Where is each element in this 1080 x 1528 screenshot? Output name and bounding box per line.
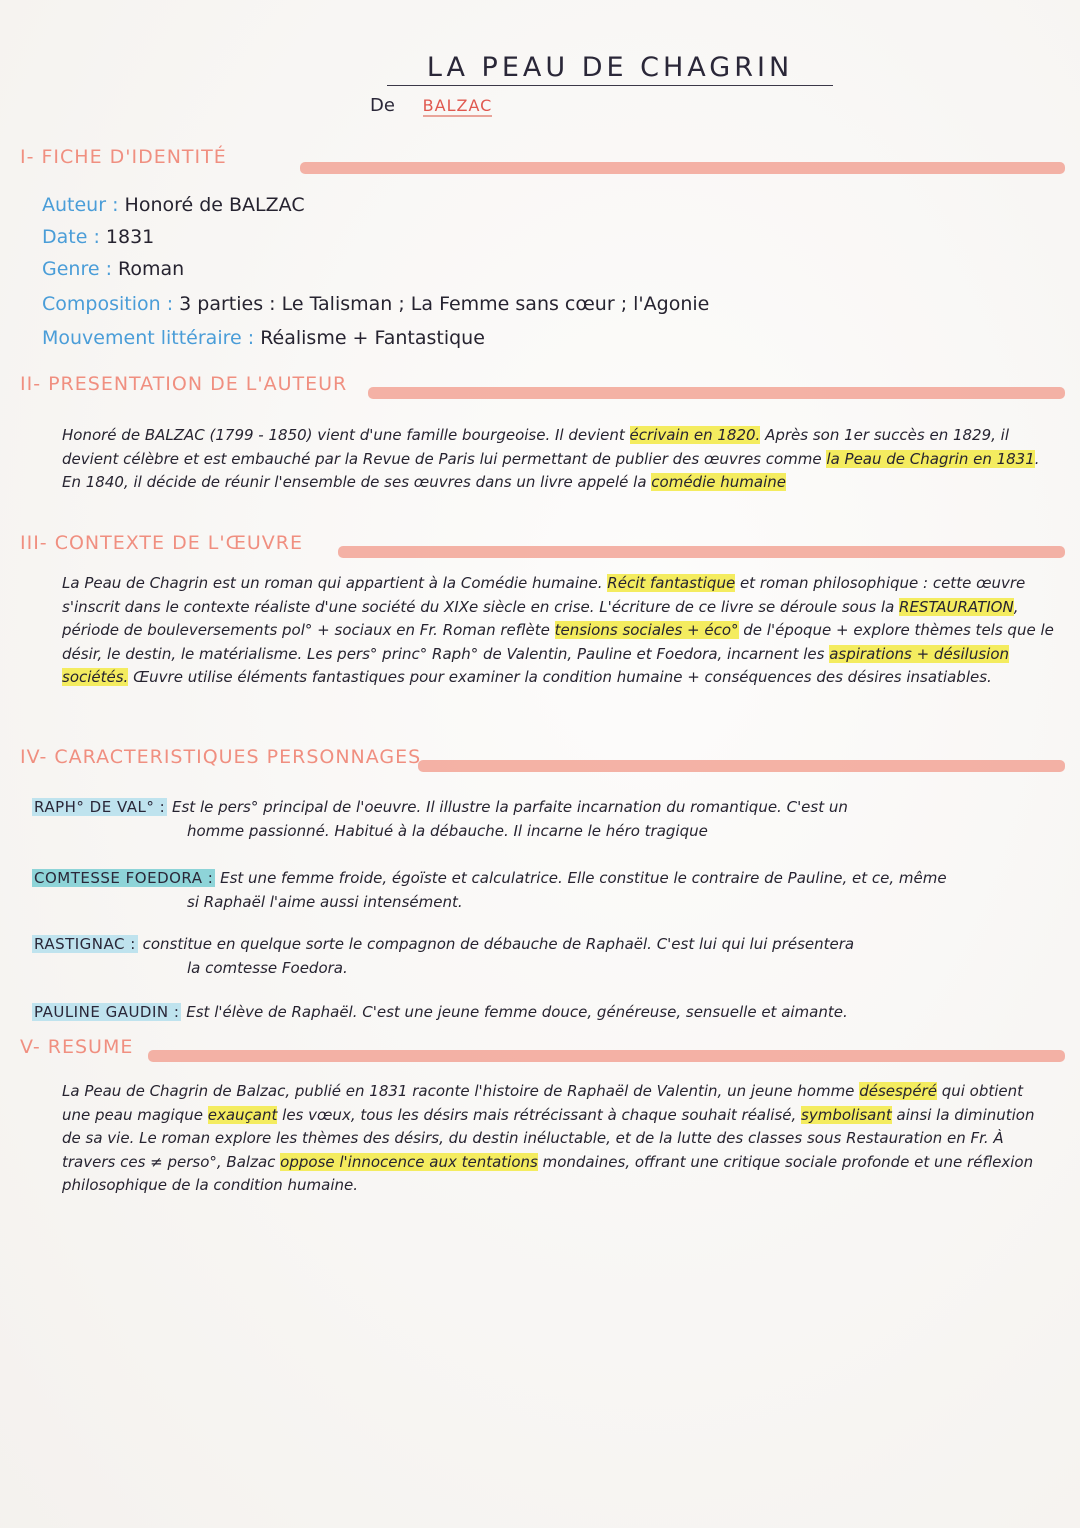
contexte-text-3: , période de bouleversements pol° + sociaux en Fr. Roman reflète <box>62 597 1019 639</box>
resume-highlight-4: oppose l'innocence aux tentations <box>280 1152 538 1171</box>
character-name: RAPH° DE VAL° : <box>34 798 166 816</box>
section-4-heading: IV- CARACTERISTIQUES PERSONNAGES <box>20 746 422 768</box>
resume-text-3: les vœux, tous les désirs mais rétrécissant à chaque souhait réalisé, <box>277 1105 802 1124</box>
section-1-heading: I- FICHE D'IDENTITÉ <box>20 146 227 168</box>
contexte-highlight-1: Récit fantastique <box>607 574 736 592</box>
character-name: COMTESSE FOEDORA : <box>34 869 214 887</box>
auteur-value: Honoré de BALZAC <box>124 194 305 216</box>
mouvement-label: Mouvement littéraire : <box>42 327 255 349</box>
field-composition <box>42 293 709 315</box>
mouvement-value: Réalisme + Fantastique <box>260 327 485 349</box>
section-5-bar <box>148 1050 1065 1062</box>
contexte-text-1: La Peau de Chagrin est un roman qui appartient à la Comédie humaine. <box>62 574 608 592</box>
resume-highlight-2: exauçant <box>207 1105 278 1124</box>
resume-text-1: La Peau de Chagrin de Balzac, publié en 1831 raconte l'histoire de Raphaël de Valentin, un jeune homme <box>62 1082 860 1100</box>
presentation-highlight-3: comédie humaine <box>651 473 786 491</box>
presentation-text-2: Après son 1er succès en 1829, il devient célèbre et est embauché par la Revue de Paris lui permettant de publier des œuvres comme <box>62 426 1010 468</box>
contexte-text-4: de l'époque + explore thèmes tels que le désir, le destin, le matérialisme. Les pers° princ° Raph° de Valentin, Pauline et Foedora, incarnent les <box>62 621 1054 663</box>
character-description: Est le pers° principal de l'oeuvre. Il illustre la parfaite incarnation du romantique. C'est un <box>172 798 848 816</box>
field-mouvement <box>42 327 485 349</box>
character-foedora <box>32 866 1052 914</box>
contexte-highlight-4: aspirations + désilusion sociétés. <box>62 644 1009 686</box>
resume-highlight-1: désespéré <box>859 1082 937 1100</box>
contexte-text-5: Œuvre utilise éléments fantastiques pour examiner la condition humaine + conséquences des désires insatiables. <box>128 668 992 686</box>
section-4-bar <box>418 760 1065 772</box>
presentation-text-3: . En 1840, il décide de réunir l'ensemble de ses œuvres dans un livre appelé la <box>62 449 1040 491</box>
section-3-heading: III- CONTEXTE DE L'ŒUVRE <box>20 532 304 554</box>
section-5-heading: V- RESUME <box>20 1036 134 1058</box>
character-description-cont: homme passionné. Habitué à la débauche. Il incarne le héro tragique <box>187 822 708 840</box>
genre-value: Roman <box>118 258 185 280</box>
section-1-bar <box>300 162 1065 174</box>
presentation-text-1: Honoré de BALZAC (1799 - 1850) vient d'une famille bourgeoise. Il devient <box>62 426 630 444</box>
subtitle-prefix: De <box>370 95 395 116</box>
subtitle <box>370 95 492 116</box>
character-description-cont: la comtesse Foedora. <box>187 959 348 977</box>
contexte-paragraph <box>62 572 1054 690</box>
character-description: constitue en quelque sorte le compagnon de débauche de Raphaël. C'est lui qui lui présentera <box>142 935 855 953</box>
presentation-highlight-2: la Peau de Chagrin en 1831 <box>826 449 1035 468</box>
resume-text-4: ainsi la diminution de sa vie. Le roman explore les thèmes des désirs, du destin inéluctable, et de la lutte des classes sous Restauration en Fr. À travers ces ≠ perso°, Balzac <box>62 1105 1035 1171</box>
field-auteur <box>42 194 305 216</box>
genre-label: Genre : <box>42 258 112 280</box>
resume-text-5: mondaines, offrant une critique sociale profonde et une réflexion philosophique de la condition humaine. <box>62 1152 1034 1194</box>
character-name: RASTIGNAC : <box>34 935 136 953</box>
title-block <box>0 52 1080 86</box>
section-2-heading: II- PRESENTATION DE L'AUTEUR <box>20 373 348 395</box>
composition-value: 3 parties : Le Talisman ; La Femme sans cœur ; l'Agonie <box>179 293 710 315</box>
presentation-paragraph <box>62 424 1054 495</box>
character-raphael <box>32 795 1052 843</box>
resume-paragraph <box>62 1080 1054 1198</box>
contexte-highlight-3: tensions sociales + éco° <box>554 621 739 639</box>
resume-text-2: qui obtient une peau magique <box>62 1082 1024 1124</box>
composition-label: Composition : <box>42 293 174 315</box>
date-label: Date : <box>42 226 100 248</box>
character-description-cont: si Raphaël l'aime aussi intensément. <box>187 893 463 911</box>
section-3-bar <box>338 546 1065 558</box>
auteur-label: Auteur : <box>42 194 119 216</box>
section-2-bar <box>368 387 1065 399</box>
character-description: Est une femme froide, égoïste et calculatrice. Elle constitue le contraire de Pauline, et ce, même <box>220 869 947 887</box>
contexte-highlight-2: RESTAURATION <box>899 597 1014 616</box>
resume-highlight-3: symbolisant <box>801 1105 892 1124</box>
page-title: LA PEAU DE CHAGRIN <box>387 52 833 86</box>
contexte-text-2: et roman philosophique : cette œuvre s'inscrit dans le contexte réaliste d'une société du XIXe siècle en crise. L'écriture de ce livre se déroule sous la <box>62 574 1026 616</box>
character-name: PAULINE GAUDIN : <box>34 1003 180 1021</box>
field-genre <box>42 258 184 280</box>
date-value: 1831 <box>105 226 155 248</box>
character-description: Est l'élève de Raphaël. C'est une jeune femme douce, généreuse, sensuelle et aimante. <box>186 1003 848 1021</box>
presentation-highlight-1: écrivain en 1820. <box>629 426 761 444</box>
subtitle-author: BALZAC <box>422 96 493 115</box>
field-date <box>42 226 154 248</box>
character-rastignac <box>32 932 1052 980</box>
character-pauline <box>32 1000 1052 1024</box>
